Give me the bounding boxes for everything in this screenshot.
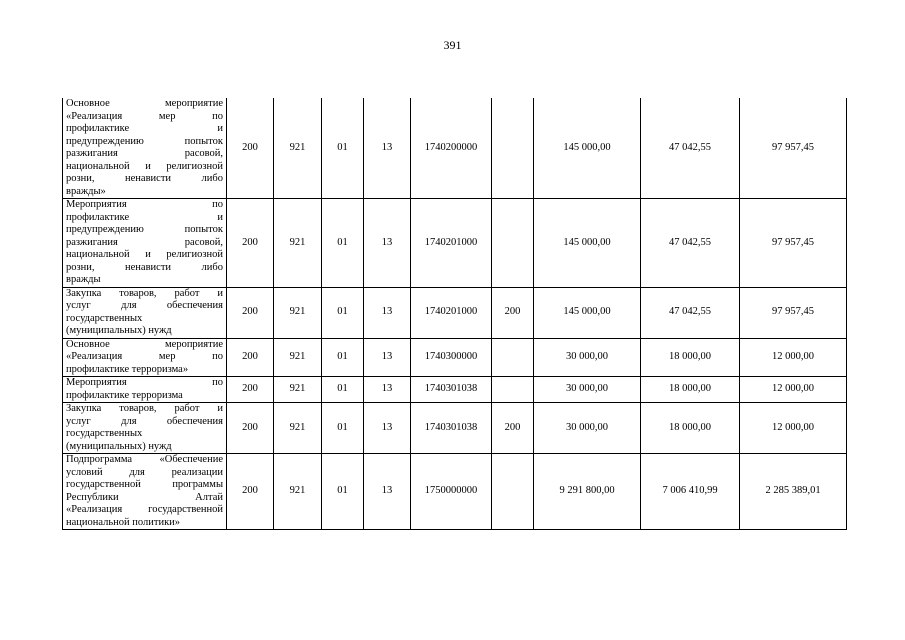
page-number: 391	[443, 38, 462, 52]
code-cell-6: 200	[492, 287, 534, 338]
code-cell-4: 13	[364, 98, 411, 199]
row-name-line: предупреждению попыток	[66, 135, 223, 147]
row-name-last-line: (муниципальных) нужд	[66, 325, 172, 336]
row-name-line: розни, ненависти либо	[66, 173, 223, 184]
row-name-last-line: вражды	[66, 274, 101, 285]
code-cell-2: 921	[274, 454, 322, 530]
table-row	[63, 454, 847, 530]
amount-cell-1: 9 291 800,00	[534, 454, 641, 530]
code-cell-3: 01	[322, 403, 364, 454]
row-name-line: государственных	[66, 312, 143, 324]
row-name-last-line: профилактике терроризма	[66, 389, 183, 401]
row-name-cell	[63, 199, 227, 288]
row-name-cell	[63, 98, 227, 199]
row-name-line: государственной программы	[66, 479, 223, 490]
code-cell-6	[492, 338, 534, 377]
table-row	[63, 377, 847, 403]
row-name-line: Мероприятия по	[66, 199, 223, 210]
row-name-line: «Реализация мер по	[66, 110, 223, 122]
amount-cell-1: 30 000,00	[534, 377, 641, 403]
row-name-line: розни, ненависти либо	[66, 261, 223, 273]
code-cell-4: 13	[364, 454, 411, 530]
code-cell-5: 1740201000	[411, 199, 492, 288]
row-name-line: «Реализация государственной	[66, 504, 223, 515]
amount-cell-1: 30 000,00	[534, 338, 641, 377]
code-cell-2: 921	[274, 98, 322, 199]
code-cell-4: 13	[364, 338, 411, 377]
code-cell-1: 200	[227, 403, 274, 454]
amount-cell-3: 12 000,00	[740, 338, 847, 377]
code-cell-2: 921	[274, 377, 322, 403]
row-name-line: услуг для обеспечения	[66, 415, 223, 427]
code-cell-1: 200	[227, 377, 274, 403]
budget-table	[62, 98, 847, 530]
row-name-line: Основное мероприятие	[66, 98, 223, 109]
code-cell-2: 921	[274, 403, 322, 454]
code-cell-1: 200	[227, 338, 274, 377]
row-name-line: «Реализация мер по	[66, 351, 223, 362]
code-cell-6	[492, 377, 534, 403]
amount-cell-3: 12 000,00	[740, 377, 847, 403]
code-cell-5: 1740300000	[411, 338, 492, 377]
amount-cell-2: 18 000,00	[641, 403, 740, 454]
row-name-cell	[63, 454, 227, 530]
code-cell-1: 200	[227, 199, 274, 288]
code-cell-3: 01	[322, 377, 364, 403]
row-name-line: Закупка товаров, работ и	[66, 403, 223, 414]
row-name-last-line: профилактике терроризма»	[66, 363, 189, 375]
code-cell-3: 01	[322, 338, 364, 377]
amount-cell-2: 7 006 410,99	[641, 454, 740, 530]
code-cell-1: 200	[227, 98, 274, 199]
row-name-line: предупреждению попыток	[66, 224, 223, 235]
table-row	[63, 287, 847, 338]
code-cell-5: 1750000000	[411, 454, 492, 530]
row-name-line: Республики Алтай	[66, 491, 223, 503]
table-row	[63, 98, 847, 199]
code-cell-3: 01	[322, 199, 364, 288]
code-cell-6	[492, 98, 534, 199]
code-cell-4: 13	[364, 287, 411, 338]
amount-cell-2: 18 000,00	[641, 377, 740, 403]
amount-cell-1: 145 000,00	[534, 98, 641, 199]
code-cell-3: 01	[322, 98, 364, 199]
code-cell-6	[492, 454, 534, 530]
code-cell-4: 13	[364, 403, 411, 454]
code-cell-3: 01	[322, 287, 364, 338]
code-cell-2: 921	[274, 338, 322, 377]
table-row	[63, 338, 847, 377]
amount-cell-2: 47 042,55	[641, 199, 740, 288]
row-name-line: национальной и религиозной	[66, 249, 223, 260]
code-cell-5: 1740301038	[411, 403, 492, 454]
code-cell-4: 13	[364, 199, 411, 288]
code-cell-4: 13	[364, 377, 411, 403]
row-name-line: Мероприятия по	[66, 377, 223, 388]
row-name-cell	[63, 377, 227, 403]
code-cell-1: 200	[227, 287, 274, 338]
code-cell-3: 01	[322, 454, 364, 530]
code-cell-6: 200	[492, 403, 534, 454]
row-name-cell	[63, 287, 227, 338]
code-cell-5: 1740200000	[411, 98, 492, 199]
amount-cell-2: 47 042,55	[641, 287, 740, 338]
row-name-line: разжигания расовой,	[66, 236, 223, 248]
code-cell-5: 1740301038	[411, 377, 492, 403]
code-cell-1: 200	[227, 454, 274, 530]
row-name-line: разжигания расовой,	[66, 148, 223, 159]
amount-cell-3: 97 957,45	[740, 287, 847, 338]
amount-cell-1: 30 000,00	[534, 403, 641, 454]
amount-cell-1: 145 000,00	[534, 199, 641, 288]
row-name-line: Закупка товаров, работ и	[66, 287, 223, 299]
row-name-line: Основное мероприятие	[66, 338, 223, 350]
amount-cell-2: 47 042,55	[641, 98, 740, 199]
amount-cell-3: 12 000,00	[740, 403, 847, 454]
table-row	[63, 403, 847, 454]
row-name-last-line: (муниципальных) нужд	[66, 440, 172, 452]
code-cell-6	[492, 199, 534, 288]
code-cell-5: 1740201000	[411, 287, 492, 338]
code-cell-2: 921	[274, 287, 322, 338]
amount-cell-3: 97 957,45	[740, 199, 847, 288]
row-name-last-line: вражды»	[66, 185, 106, 197]
row-name-line: Подпрограмма «Обеспечение	[66, 454, 223, 465]
amount-cell-2: 18 000,00	[641, 338, 740, 377]
row-name-line: профилактике и	[66, 211, 223, 223]
row-name-line: государственных	[66, 428, 143, 439]
amount-cell-3: 97 957,45	[740, 98, 847, 199]
amount-cell-1: 145 000,00	[534, 287, 641, 338]
table-body	[63, 98, 847, 530]
row-name-line: национальной и религиозной	[66, 160, 223, 172]
code-cell-2: 921	[274, 199, 322, 288]
row-name-cell	[63, 338, 227, 377]
row-name-line: профилактике и	[66, 123, 223, 134]
row-name-line: условий для реализации	[66, 466, 223, 478]
row-name-line: услуг для обеспечения	[66, 300, 223, 311]
table-row	[63, 199, 847, 288]
row-name-cell	[63, 403, 227, 454]
amount-cell-3: 2 285 389,01	[740, 454, 847, 530]
row-name-last-line: национальной политики»	[66, 516, 181, 528]
